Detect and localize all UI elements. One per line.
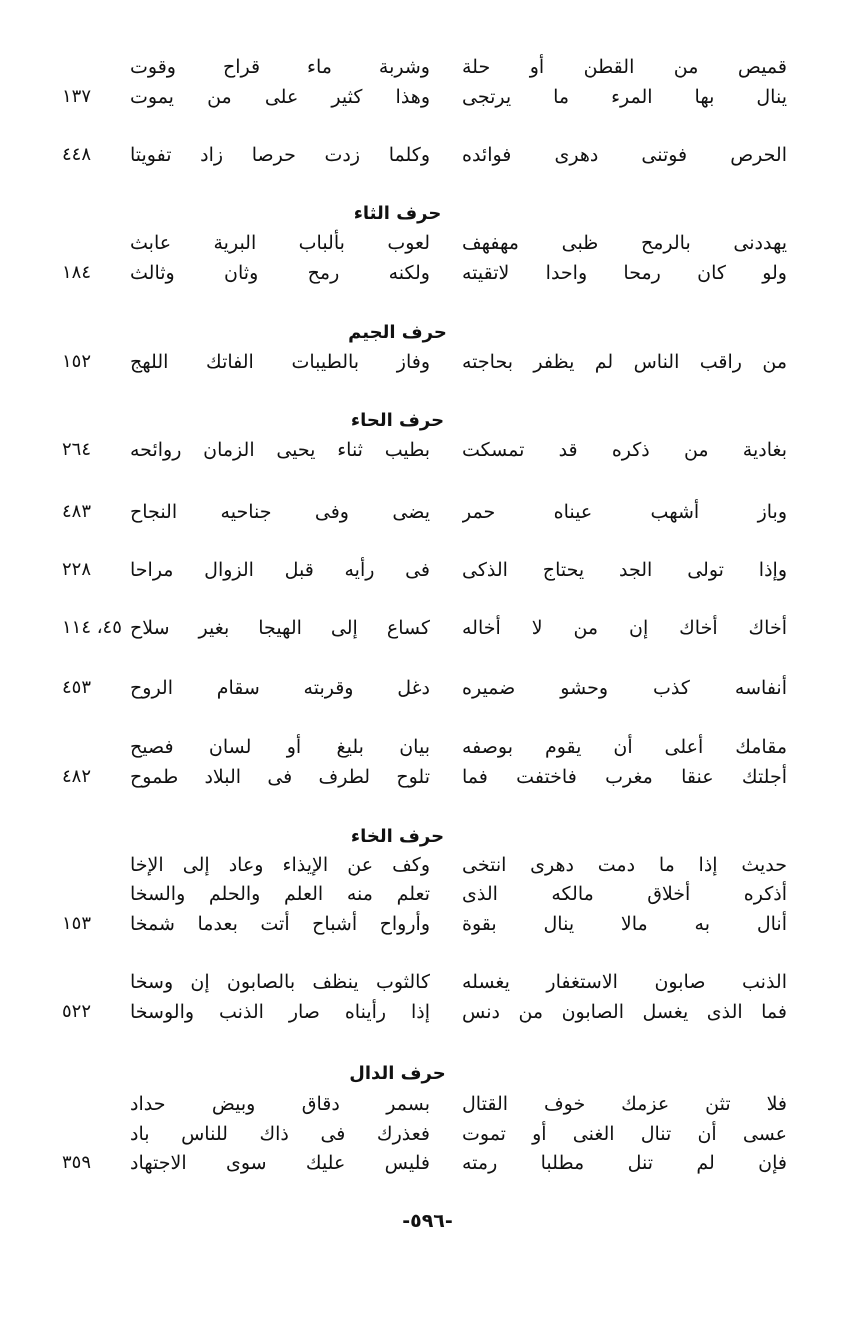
verse-first-hemistich: الذنب صابون الاستغفار يغسله	[462, 971, 787, 993]
verse-second-hemistich: وأرواح أشباح أتت بعدما شمخا	[130, 913, 430, 935]
verse-line	[0, 258, 855, 288]
verse-second-hemistich: وشربة ماء قراح وقوت	[130, 56, 430, 78]
page-reference: ١٥٢	[62, 351, 92, 372]
verse-line	[0, 555, 855, 585]
section-heading-tha: حرف الثاء	[353, 203, 442, 224]
section-heading-jim: حرف الجيم	[348, 322, 447, 343]
verse-first-hemistich: بغادية من ذكره قد تمسكت	[462, 439, 787, 461]
verse-second-hemistich: وكلما زدت حرصا زاد تفويتا	[130, 144, 430, 166]
verse-second-hemistich: فعذرك فى ذاك للناس باد	[130, 1123, 430, 1145]
page-reference: ٢٢٨	[62, 559, 92, 580]
verse-second-hemistich: لعوب بألباب البرية عابث	[130, 232, 430, 254]
verse-line	[0, 435, 855, 465]
verse-second-hemistich: فليس عليك سوى الاجتهاد	[130, 1152, 430, 1174]
verse-first-hemistich: حديث إذا ما دمت دهرى انتخى	[462, 854, 787, 876]
verse-first-hemistich: ينال بها المرء ما يرتجى	[462, 86, 787, 108]
verse-first-hemistich: مقامك أعلى أن يقوم بوصفه	[462, 736, 787, 758]
verse-first-hemistich: أخاك أخاك إن من لا أخاله	[462, 617, 787, 639]
verse-second-hemistich: بسمر دقاق وبيض حداد	[130, 1093, 430, 1115]
verse-line	[0, 850, 855, 880]
verse-first-hemistich: أنال به مالا ينال بقوة	[462, 913, 787, 935]
verse-line	[0, 909, 855, 939]
verse-first-hemistich: فما الذى يغسل الصابون من دنس	[462, 1001, 787, 1023]
verse-line	[0, 732, 855, 762]
page-number: -٥٩٦-	[402, 1210, 453, 1232]
verse-line	[0, 879, 855, 909]
verse-first-hemistich: قميص من القطن أو حلة	[462, 56, 787, 78]
verse-second-hemistich: إذا رأيناه صار الذنب والوسخا	[130, 1001, 430, 1023]
verse-second-hemistich: تعلم منه العلم والحلم والسخا	[130, 883, 430, 905]
verse-line	[0, 52, 855, 82]
verse-first-hemistich: أنفاسه كذب وحشو ضميره	[462, 677, 787, 699]
verse-first-hemistich: ولو كان رمحا واحدا لاتقيته	[462, 262, 787, 284]
verse-first-hemistich: الحرص فوتنى دهرى فوائده	[462, 144, 787, 166]
page-reference: ٤٨٣	[62, 501, 92, 522]
page-reference: ٤٤٨	[62, 144, 92, 165]
verse-second-hemistich: وهذا كثير على من يموت	[130, 86, 430, 108]
page-reference: ٤٨٢	[62, 766, 92, 787]
verse-line	[0, 997, 855, 1027]
verse-second-hemistich: كالثوب ينظف بالصابون إن وسخا	[130, 971, 430, 993]
verse-second-hemistich: وكف عن الإيذاء وعاد إلى الإخا	[130, 854, 430, 876]
verse-first-hemistich: أجلتك عنقا مغرب فاختفت فما	[462, 766, 787, 788]
page-reference: ٤٥، ١١٤	[62, 617, 122, 638]
verse-second-hemistich: بطيب ثناء يحيى الزمان روائحه	[130, 439, 430, 461]
section-heading-dal: حرف الدال	[349, 1063, 446, 1084]
verse-first-hemistich: أذكره أخلاق مالكه الذى	[462, 883, 787, 905]
verse-line	[0, 673, 855, 703]
verse-first-hemistich: يهددنى بالرمح ظبى مهفهف	[462, 232, 787, 254]
verse-first-hemistich: وإذا تولى الجد يحتاج الذكى	[462, 559, 787, 581]
verse-line	[0, 967, 855, 997]
verse-first-hemistich: فلا تثن عزمك خوف القتال	[462, 1093, 787, 1115]
verse-line	[0, 140, 855, 170]
verse-second-hemistich: فى رأيه قبل الزوال مراحا	[130, 559, 430, 581]
verse-second-hemistich: كساع إلى الهيجا بغير سلاح	[130, 617, 430, 639]
verse-second-hemistich: ولكنه رمح وثان وثالث	[130, 262, 430, 284]
page-reference: ١٨٤	[62, 262, 92, 283]
verse-second-hemistich: دغل وقربته سقام الروح	[130, 677, 430, 699]
verse-line	[0, 1148, 855, 1178]
page-reference: ٣٥٩	[62, 1152, 92, 1173]
verse-first-hemistich: وباز أشهب عيناه حمر	[462, 501, 787, 523]
verse-first-hemistich: من راقب الناس لم يظفر بحاجته	[462, 351, 787, 373]
verse-line	[0, 82, 855, 112]
verse-line	[0, 347, 855, 377]
verse-line	[0, 613, 855, 643]
verse-second-hemistich: وفاز بالطيبات الفاتك اللهج	[130, 351, 430, 373]
page-reference: ١٣٧	[62, 86, 92, 107]
verse-first-hemistich: عسى أن تنال الغنى أو تموت	[462, 1123, 787, 1145]
verse-second-hemistich: يضى وفى جناحيه النجاح	[130, 501, 430, 523]
verse-line	[0, 497, 855, 527]
verse-second-hemistich: تلوح لطرف فى البلاد طموح	[130, 766, 430, 788]
verse-line	[0, 762, 855, 792]
verse-second-hemistich: بيان بليغ أو لسان فصيح	[130, 736, 430, 758]
section-heading-kha: حرف الخاء	[350, 826, 445, 847]
page-reference: ٤٥٣	[62, 677, 92, 698]
verse-first-hemistich: فإن لم تنل مطلبا رمته	[462, 1152, 787, 1174]
verse-line	[0, 228, 855, 258]
page-reference: ١٥٣	[62, 913, 92, 934]
section-heading-ha: حرف الحاء	[350, 410, 445, 431]
verse-line	[0, 1089, 855, 1119]
page-reference: ٢٦٤	[62, 439, 92, 460]
page-reference: ٥٢٢	[62, 1001, 92, 1022]
verse-line	[0, 1119, 855, 1149]
